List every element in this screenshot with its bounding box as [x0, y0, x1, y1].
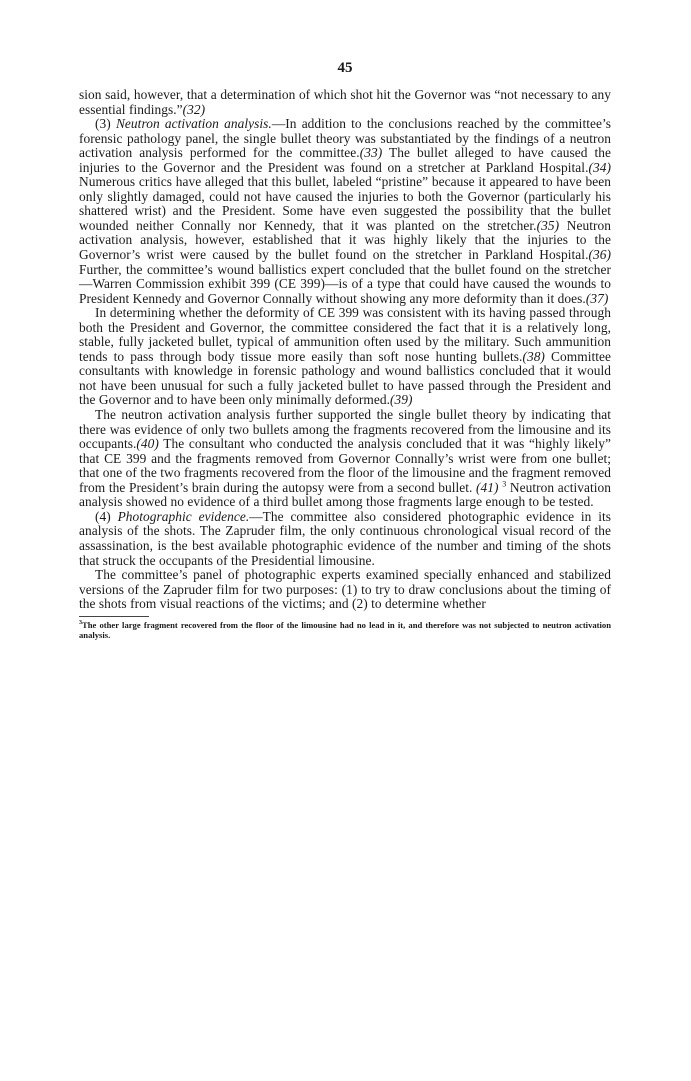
- citation: (38): [522, 348, 545, 364]
- text-run: —In addition to the conclusions reached by the committee’s forensic pathology panel, the single bullet theory was substantiated by the findings of a neutron activation analysis performed for the committee.: [79, 116, 612, 161]
- citation: (35): [536, 217, 560, 233]
- footnote-reference: 3: [502, 479, 507, 489]
- text-run: sion said, however, that a determination of which shot hit the Governor was “not necessary to any essential findings.”: [79, 87, 611, 117]
- text-run: (4): [95, 508, 118, 524]
- text-run: In determining whether the deformity of CE 399 was consistent with its having passed through both the President and Governor, the committee considered the fact that it is a relatively long, stable, fully jacketed bullet, typical of ammunition often used by the military. Such ammunition tends to pass through body tissue more easily than soft nose hunting bullets.: [79, 305, 611, 364]
- body-text: [79, 88, 611, 612]
- paragraph: [79, 117, 611, 306]
- paragraph: [79, 306, 611, 408]
- text-run: Numerous critics have alleged that this bullet, labeled “pristine” because it appeared to have been only slightly damaged, could not have caused the injuries to both the Governor (particularly his shattered wrist) and the President. Some have even suggested the possibility that the bullet wounded neither Connally nor Kennedy, that it was planted on the stretcher.: [79, 174, 611, 233]
- text-run: —The committee also considered photographic evidence in its analysis of the shots. The Zapruder film, the only continuous chronological visual record of the assassination, is the best available photographic evidence of the number and timing of the shots that struck the occupants of the Presidential limousine.: [79, 508, 612, 568]
- page-number: 45: [337, 60, 353, 76]
- footnote: [79, 620, 611, 640]
- citation: (34): [588, 159, 611, 175]
- paragraph: [79, 510, 611, 568]
- text-run: Further, the committee’s wound ballistics expert concluded that the bullet found on the stretcher—Warren Commission exhibit 399 (CE 399)—is of a type that could have caused the wounds to President Kennedy and Governor Connally without showing any more deformity than it does.: [79, 261, 611, 306]
- paragraph: [79, 568, 611, 612]
- text-run: Neutron activation analysis, however, established that it was highly likely that the injuries to the Governor’s wrist were caused by the bullet found on the stretcher in Parkland Hospital.: [79, 217, 611, 263]
- citation: (39): [389, 392, 413, 408]
- citation: (41): [476, 479, 499, 495]
- footnote-text: The other large fragment recovered from the floor of the limousine had no lead in it, and therefore was not subjected to neutron activation analysis.: [79, 619, 611, 640]
- text-run: The committee’s panel of photographic experts examined specially enhanced and stabilized versions of the Zapruder film for two purposes: (1) to try to draw conclusions about the timing of the shots from visual reactions of the victims; and (2) to determine whether: [79, 567, 611, 612]
- text-run: Committee consultants with knowledge in forensic pathology and wound ballistics concluded that it would not have been unusual for such a fully jacketed bullet to have passed through the President and the Governor and to have been only minimally deformed.: [79, 348, 612, 408]
- section-heading: Photographic evidence.: [117, 508, 250, 524]
- paragraph: [79, 408, 611, 510]
- footnote-mark: 3: [79, 619, 82, 626]
- citation: (32): [182, 101, 206, 117]
- citation: (37): [585, 290, 609, 306]
- text-run: The neutron activation analysis further supported the single bullet theory by indicating that there was evidence of only two bullets among the fragments recovered from the limousine and its occupants.: [79, 407, 611, 452]
- document-page: [79, 58, 611, 640]
- paragraph: [79, 88, 611, 117]
- citation: (40): [136, 436, 159, 452]
- text-run: The consultant who conducted the analysis concluded that it was “highly likely” that CE 399 and the fragments removed from Governor Connally’s wrist were from one bullet; that one of the two fragments recovered from the floor of the limousine and the fragment removed from the President’s brain during the autopsy were from a second bullet.: [79, 436, 611, 495]
- footnote-divider: [79, 616, 149, 617]
- text-run: The bullet alleged to have caused the injuries to the Governor and the President was found on a stretcher at Parkland Hospital.: [79, 145, 611, 175]
- text-run: Neutron activation analysis showed no evidence of a third bullet among those fragments large enough to be tested.: [79, 479, 611, 510]
- citation: (36): [588, 247, 611, 263]
- citation: (33): [359, 145, 383, 161]
- text-run: (3): [95, 116, 116, 132]
- section-heading: Neutron activation analysis.: [115, 116, 272, 132]
